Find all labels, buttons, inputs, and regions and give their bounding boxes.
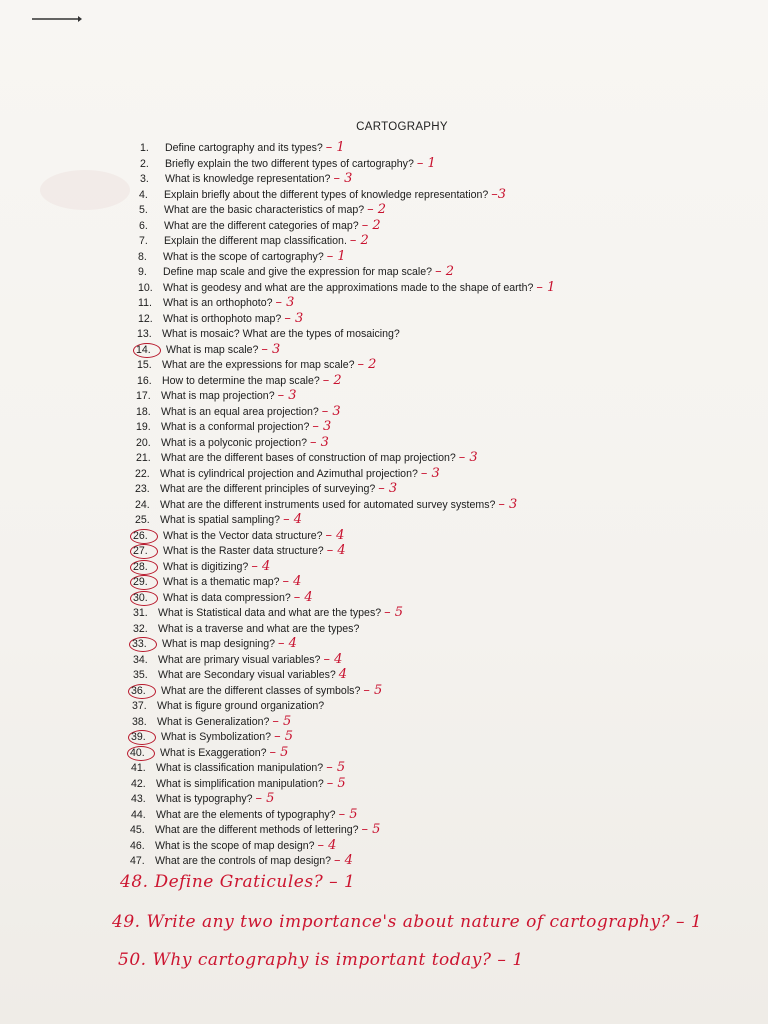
question-text: What is typography? — [155, 793, 253, 805]
question-number: 20. — [136, 437, 151, 449]
question-item — [133, 622, 362, 636]
question-item — [137, 358, 376, 372]
handwritten-mark: – 4 — [326, 543, 346, 558]
question-number: 3. — [140, 173, 149, 185]
question-item — [136, 405, 341, 419]
question-text: What is map scale? — [165, 344, 259, 356]
question-number: 30. — [130, 591, 158, 606]
question-text: Explain briefly about the different types of knowledge representation? — [163, 189, 489, 201]
handwritten-mark: – 3 — [261, 342, 281, 357]
handwritten-mark: – 4 — [325, 528, 345, 543]
question-text: What is Generalization? — [156, 716, 270, 728]
question-item — [132, 699, 327, 713]
question-item — [138, 281, 555, 295]
question-number: 25. — [135, 514, 150, 526]
question-text: Define map scale and give the expression for map scale? — [162, 266, 433, 278]
handwritten-mark: – 2 — [367, 202, 387, 217]
question-number: 26. — [130, 529, 158, 544]
question-item — [135, 498, 517, 512]
question-item — [131, 777, 346, 791]
question-item — [133, 653, 342, 667]
question-number: 35. — [133, 669, 148, 681]
question-number: 8. — [138, 251, 147, 263]
question-item — [138, 312, 303, 326]
question-text: Explain the different map classification. — [163, 235, 347, 247]
question-item — [130, 839, 336, 853]
question-item — [137, 374, 342, 388]
question-text: Briefly explain the two different types of cartography? — [164, 158, 414, 170]
question-text: What is figure ground organization? — [156, 700, 325, 712]
handwritten-mark: 4 — [338, 667, 348, 682]
handwritten-mark: – 4 — [323, 652, 343, 667]
handwritten-mark: – 1 — [325, 140, 345, 155]
handwritten-mark: – 3 — [458, 450, 478, 465]
question-text: What are primary visual variables? — [157, 654, 321, 666]
question-text: What is orthophoto map? — [162, 313, 282, 325]
handwritten-mark: – 5 — [255, 791, 275, 806]
handwritten-mark: – 4 — [251, 559, 271, 574]
question-item — [132, 730, 293, 745]
question-number: 21. — [136, 452, 151, 464]
question-number: 27. — [130, 544, 158, 559]
handwritten-mark: – 4 — [283, 512, 302, 527]
question-text: How to determine the map scale? — [161, 375, 320, 387]
handwritten-mark: – 2 — [361, 218, 381, 233]
question-number: 5. — [139, 204, 148, 216]
question-item — [137, 343, 280, 358]
handwritten-mark: – 2 — [435, 264, 454, 279]
question-number: 34. — [133, 654, 148, 666]
question-number: 38. — [132, 716, 147, 728]
question-number: 43. — [131, 793, 146, 805]
question-text: What are the different classes of symbols? — [160, 685, 361, 697]
question-text: What is map projection? — [160, 390, 275, 402]
handwritten-mark: – 1 — [416, 156, 436, 171]
question-number: 23. — [135, 483, 150, 495]
question-number: 40. — [127, 746, 155, 761]
question-text: What is knowledge representation? — [164, 173, 331, 185]
question-item — [139, 219, 381, 233]
handwritten-mark: – 4 — [334, 853, 353, 868]
handwritten-mark: – 3 — [275, 295, 295, 310]
question-item — [131, 808, 357, 822]
question-item — [135, 482, 397, 496]
question-text: What is a polyconic projection? — [160, 437, 307, 449]
question-item — [134, 544, 346, 559]
question-number: 9. — [138, 266, 147, 278]
question-item — [139, 188, 506, 202]
handwritten-mark: – 5 — [269, 745, 289, 760]
question-number: 24. — [135, 499, 150, 511]
question-text: What is classification manipulation? — [155, 762, 324, 774]
question-number: 19. — [136, 421, 151, 433]
handwritten-mark: – 2 — [349, 233, 369, 248]
question-item — [138, 296, 294, 310]
question-text: Define cartography and its types? — [164, 142, 323, 154]
question-item — [136, 451, 478, 465]
question-text: What are the different principles of surveying? — [159, 483, 376, 495]
question-text: What are the controls of map design? — [154, 855, 332, 867]
question-item — [136, 389, 297, 403]
question-number: 16. — [137, 375, 152, 387]
question-number: 41. — [131, 762, 146, 774]
question-text: What are Secondary visual variables? — [157, 669, 336, 681]
question-item — [132, 684, 382, 699]
question-text: What is data compression? — [162, 592, 291, 604]
question-number: 46. — [130, 840, 145, 852]
handwritten-mark: – 5 — [326, 760, 346, 775]
question-item — [131, 746, 288, 761]
question-text: What are the different instruments used for automated survey systems? — [159, 499, 496, 511]
question-number: 31. — [133, 607, 148, 619]
handwritten-mark: – 1 — [326, 249, 346, 264]
handwritten-question-49: 49. Write any two importance's about nature of cartography? – 1 — [112, 912, 703, 932]
question-number: 10. — [138, 282, 153, 294]
handwritten-mark: – 5 — [363, 683, 383, 698]
handwritten-mark: – 3 — [333, 171, 353, 186]
handwritten-mark: – 5 — [272, 714, 292, 729]
question-number: 36. — [128, 684, 156, 699]
question-number: 7. — [139, 235, 148, 247]
question-item — [140, 157, 436, 171]
handwritten-mark: – 3 — [321, 404, 341, 419]
question-item — [135, 513, 302, 527]
question-text: What is geodesy and what are the approximations made to the shape of earth? — [162, 282, 534, 294]
question-item — [133, 668, 347, 682]
question-text: What are the different bases of construction of map projection? — [160, 452, 456, 464]
handwritten-mark: – 3 — [498, 497, 518, 512]
handwritten-mark: –3 — [491, 187, 507, 202]
question-item — [140, 172, 352, 186]
question-text: What is the scope of cartography? — [162, 251, 324, 263]
handwritten-mark: – 4 — [278, 636, 297, 651]
handwritten-question-50: 50. Why cartography is important today? – 1 — [118, 950, 524, 970]
question-item — [135, 467, 440, 481]
question-number: 32. — [133, 623, 148, 635]
question-number: 45. — [130, 824, 145, 836]
question-item — [137, 327, 403, 341]
question-item — [132, 715, 291, 729]
handwritten-mark: – 1 — [536, 280, 556, 295]
question-number: 33. — [129, 637, 157, 652]
question-text: What is Exaggeration? — [159, 747, 267, 759]
question-number: 14. — [133, 343, 161, 358]
question-item — [134, 560, 270, 575]
question-item — [134, 529, 344, 544]
handwritten-question-48: 48. Define Graticules? – 1 — [120, 872, 356, 892]
handwritten-mark: – 3 — [312, 419, 332, 434]
question-text: What is an equal area projection? — [160, 406, 319, 418]
question-text: What is cylindrical projection and Azimuthal projection? — [159, 468, 418, 480]
question-text: What is a thematic map? — [162, 576, 280, 588]
handwritten-mark: – 5 — [274, 729, 293, 744]
question-text: What is map designing? — [161, 638, 276, 650]
question-text: What are the expressions for map scale? — [161, 359, 355, 371]
question-number: 39. — [128, 730, 156, 745]
question-text: What are the different methods of lettering? — [154, 824, 359, 836]
paper-stain — [40, 170, 130, 210]
question-text: What is mosaic? What are the types of mosaicing? — [161, 328, 400, 340]
question-text: What is digitizing? — [162, 561, 249, 573]
question-item — [133, 637, 297, 652]
question-number: 11. — [138, 297, 152, 309]
question-number: 4. — [139, 189, 148, 201]
arrow-mark-icon — [30, 16, 82, 22]
question-number: 17. — [136, 390, 151, 402]
question-number: 13. — [137, 328, 152, 340]
question-item — [134, 591, 313, 606]
question-item — [136, 436, 329, 450]
question-number: 6. — [139, 220, 148, 232]
question-text: What are the different categories of map? — [163, 220, 359, 232]
handwritten-mark: – 3 — [310, 435, 329, 450]
question-item — [138, 250, 346, 264]
handwritten-mark: – 5 — [384, 605, 404, 620]
handwritten-mark: – 3 — [277, 388, 297, 403]
question-item — [133, 606, 403, 620]
question-number: 47. — [130, 855, 145, 867]
question-item — [130, 854, 353, 868]
question-number: 44. — [131, 809, 146, 821]
question-text: What is Symbolization? — [160, 731, 272, 743]
handwritten-mark: – 5 — [326, 776, 346, 791]
question-text: What is Statistical data and what are the types? — [157, 607, 382, 619]
question-number: 1. — [140, 142, 149, 154]
question-item — [130, 823, 380, 837]
handwritten-mark: – 3 — [284, 311, 304, 326]
question-text: What are the elements of typography? — [155, 809, 336, 821]
handwritten-mark: – 5 — [361, 822, 381, 837]
question-text: What are the basic characteristics of map? — [163, 204, 365, 216]
handwritten-mark: – 5 — [338, 807, 358, 822]
question-number: 15. — [137, 359, 152, 371]
handwritten-mark: – 2 — [322, 373, 342, 388]
handwritten-mark: – 4 — [317, 838, 337, 853]
handwritten-mark: – 3 — [420, 466, 440, 481]
question-text: What is simplification manipulation? — [155, 778, 324, 790]
question-text: What is the Vector data structure? — [162, 530, 323, 542]
handwritten-mark: – 4 — [282, 574, 302, 589]
question-number: 12. — [138, 313, 153, 325]
question-item — [136, 420, 331, 434]
question-item — [139, 203, 386, 217]
question-number: 28. — [130, 560, 158, 575]
question-item — [139, 234, 369, 248]
question-number: 2. — [140, 158, 149, 170]
question-item — [131, 761, 345, 775]
question-text: What is spatial sampling? — [159, 514, 281, 526]
question-text: What is the scope of map design? — [154, 840, 315, 852]
question-item — [140, 141, 345, 155]
question-item — [138, 265, 454, 279]
question-text: What is an orthophoto? — [162, 297, 273, 309]
question-number: 29. — [130, 575, 158, 590]
page-title: CARTOGRAPHY — [356, 121, 448, 133]
handwritten-mark: – 4 — [293, 590, 313, 605]
question-number: 22. — [135, 468, 150, 480]
question-number: 42. — [131, 778, 146, 790]
question-text: What is the Raster data structure? — [162, 545, 324, 557]
question-number: 18. — [136, 406, 151, 418]
question-item — [131, 792, 274, 806]
question-number: 37. — [132, 700, 147, 712]
question-item — [134, 575, 301, 590]
question-text: What is a traverse and what are the types? — [157, 623, 360, 635]
handwritten-mark: – 3 — [378, 481, 398, 496]
handwritten-mark: – 2 — [357, 357, 377, 372]
question-text: What is a conformal projection? — [160, 421, 310, 433]
